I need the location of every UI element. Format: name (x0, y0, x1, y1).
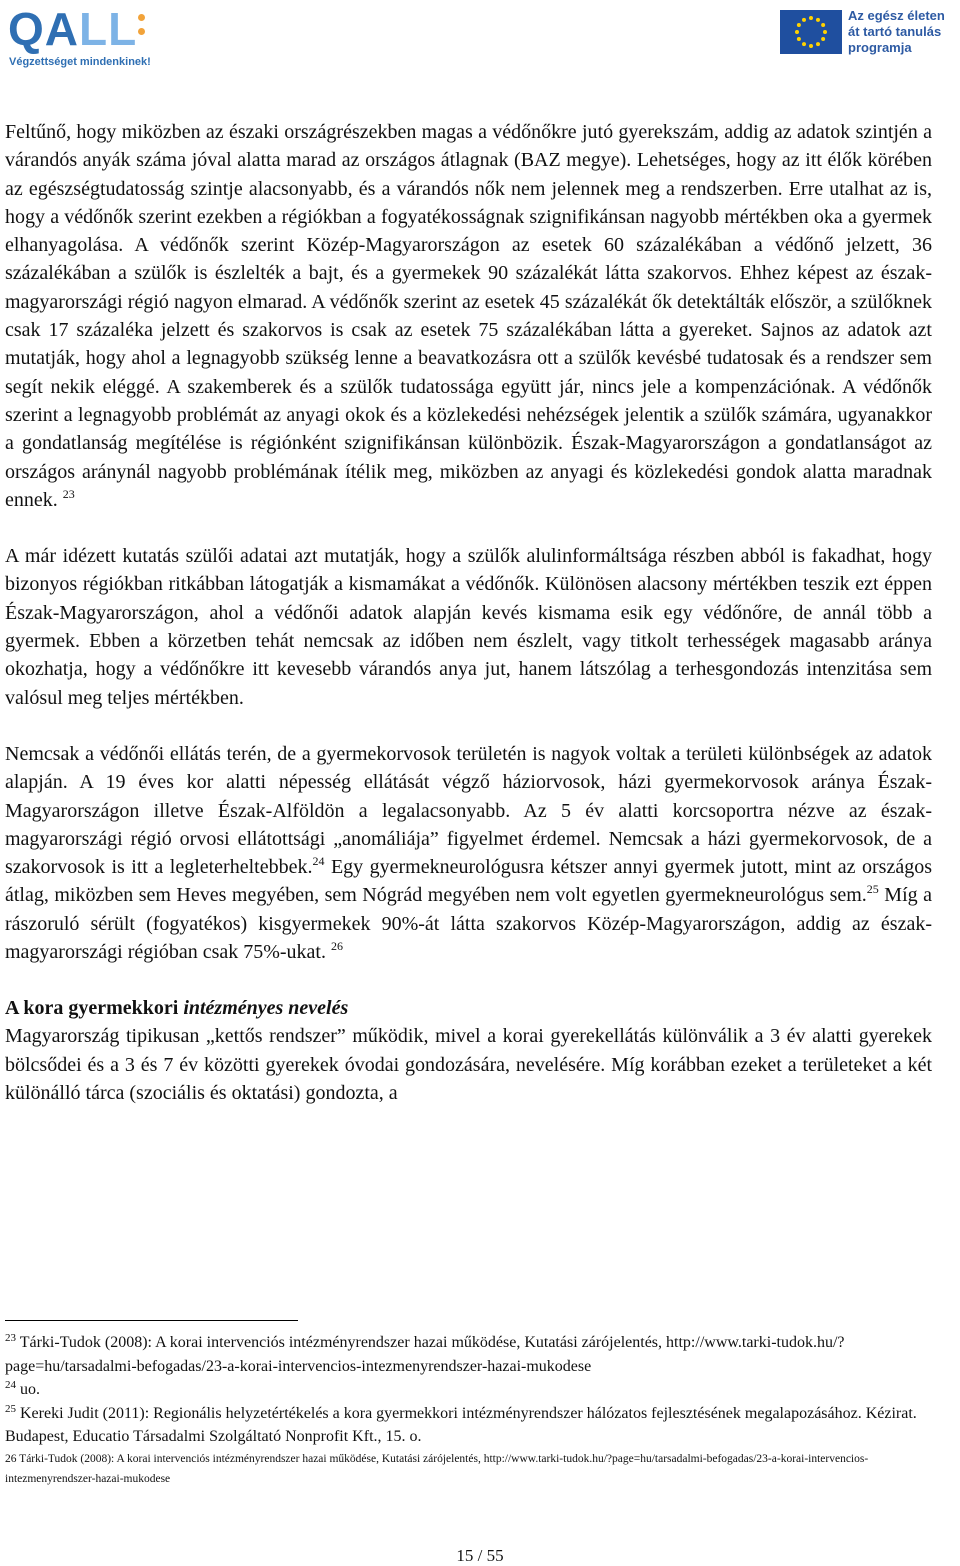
footnote-divider (5, 1320, 298, 1321)
qall-logo (6, 4, 156, 70)
page-header (0, 0, 960, 80)
eu-flag-icon (780, 10, 842, 54)
footnote-26: 26 Tárki-Tudok (2008): A korai intervenciós intézményrendszer hazai működése, Kutatási zárójelentés, http://www.tarki-tudok.hu/?page=hu/tarsadalmi-befogadas/23-a-korai-intervencios-intezmenyrendszer-hazai-mukodese (5, 1452, 869, 1485)
paragraph-1: Feltűnő, hogy miközben az északi országrészekben magas a védőnőkre jutó gyerekszám, addig az adatok szintjén a várandós anyák száma jóval alatta marad az országos átlagnak (BAZ megye). Lehetséges, hogy az itt élők körében az egészségtudatosság szintje alacsonyabb, és a várandós nők nem jelennek meg a rendszerben. Erre utalhat az is, hogy a védőnők szerint ezekben a régiókban a fogyatékosságnak szignifikánsan nagyobb mértékben oka a gyermek elhanyagolása. A védőnők szerint Közép-Magyarországon az esetek 60 százalékában a védőnő jelzett, 36 százalékában a szülők is észlelték a bajt, és a gyermekek 90 százalékát látta szakorvos. Ehhez képest az észak-magyarországi régió nagyon elmarad. A védőnők szerint az esetek 45 százalékát ők detektálták először, a szülőknek csak 17 százaléka jelzett és szakorvos is csak az esetek 75 százalékában látta a gyereket. Sajnos az adatok azt mutatják, hogy ahol a legnagyobb szükség lenne a beavatkozásra ott a szülők kevésbé tudatosak és a rendszer sem segít nekik eléggé. A szakemberek és a szülők tudatossága együtt jár, nincs jele a kompenzációnak. A védőnők szerint a legnagyobb problémát az anyagi okok és a közlekedési nehézségek jelentik a szülők számára, ugyanakkor a gondatlanság megítélése is régiónként szignifikánsan különbözik. Észak-Magyarországon a gondatlanságot az országos aránynál nagyobb problémának ítélik meg, miközben az anyagi és közlekedési gondok alatta maradnak ennek. $^{23}$ (5, 121, 932, 511)
section-heading: A kora gyermekkori intézményes nevelés (5, 997, 349, 1020)
footnote-ref-25: 25 (866, 882, 879, 897)
footnotes (5, 1320, 932, 1489)
footnote-ref-26: 26 (331, 939, 343, 954)
document-body (5, 118, 932, 1107)
qall-logo-wordmark: QALL (8, 3, 138, 55)
qall-tagline: Végzettséget mindenkinek! (9, 56, 151, 68)
footnote-24: $^{24}$ uo. (5, 1379, 40, 1398)
footnote-ref-23: 23 (62, 486, 75, 501)
eu-programme-logo (780, 8, 950, 62)
paragraph-4: Magyarország tipikusan „kettős rendszer” működik, mivel a korai gyerekellátás különválik a 3 év alatti gyerekek bölcsődei és a 3 és 7 év közötti gyerekek óvodai gondozására, nevelésére. Míg korábban ezeket a területeket a két különálló tárca (szociális és oktatási) gondozta, a (5, 1025, 932, 1104)
page-number: 15 / 55 (456, 1546, 504, 1565)
footnote-23: $^{23}$ Tárki-Tudok (2008): A korai intervenciós intézményrendszer hazai működése, Kutatási zárójelentés, http://www.tarki-tudok.hu/?page=hu/tarsadalmi-befogadas/23-a-korai-intervencios-intezmenyrendszer-hazai-mukodese (5, 1332, 845, 1375)
eu-programme-text: Az egész életen át tartó tanulás programja (848, 8, 945, 55)
qall-logo-dots (138, 14, 146, 44)
paragraph-3: Nemcsak a védőnői ellátás terén, de a gyermekorvosok területén is nagyok voltak a területi különbségek az adatok alapján. A 19 éves kor alatti népesség ellátását végző háziorvosok, házi gyermekorvosok aránya Észak-Magyarországon illetve Észak-Alföldön a legalacsonyabb. Az 5 év alatti korcsoportra nézve az észak-magyarországi régió orvosi ellátottsági „anomáliája” figyelmet érdemel. Nemcsak a házi gyermekorvosok, de a szakorvosok is itt a legleterheltebbek.$^{24}$ Egy gyermekneurológusra kétszer annyi gyermek jutott, mint az országos átlag, miközben sem Heves megyében, sem Nógrád megyében nem volt egyetlen gyermekneurológus sem.$^{25}$ Míg a rászoruló sérült (fogyatékos) kisgyermekek 90%-át látta szakorvos Közép-Magyarországon, addig az észak-magyarországi régióban csak 75%-ukat. $^{26}$ (5, 742, 933, 964)
footnote-ref-24: 24 (312, 854, 325, 869)
footnote-25: $^{25}$ Kereki Judit (2011): Regionális helyzetértékelés a kora gyermekkori intézményrendszer hálózatos fejlesztésének megalapozásához. Kézirat. Budapest, Educatio Társadalmi Szolgáltató Nonprofit Kft., 15. o. (5, 1402, 917, 1445)
paragraph-2: A már idézett kutatás szülői adatai azt mutatják, hogy a szülők alulinformáltsága részben abból is fakadhat, hogy bizonyos régiókban ritkábban látogatják a kismamákat a védőnők. Különösen alacsony mértékben teszik ezt éppen Észak-Magyarországon, ahol a védőnői adatok alapján kevés kismama esik egy védőnőre, de annál több a gyermek. Ebben a körzetben tehát nemcsak az időben nem észlelt, vagy titkolt terhességek magasabb aránya okozhatja, hogy a védőnőkre itt kevesebb várandós anya jut, hanem látszólag a terhesgondozás intenzitása sem valósul meg teljes mértékben. (5, 545, 932, 709)
